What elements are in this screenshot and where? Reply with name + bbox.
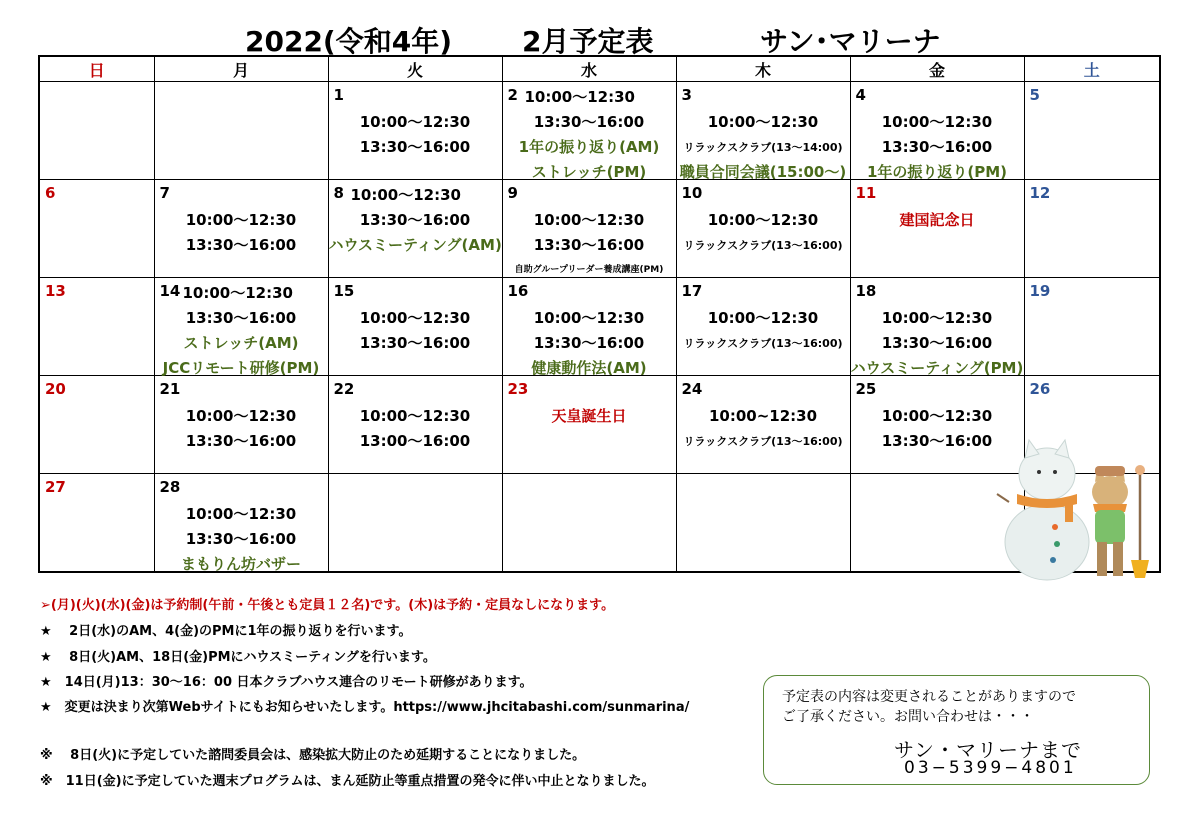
day-number: 5 bbox=[1029, 86, 1040, 104]
note-reservation: ➢(月)(火)(水)(金)は予約制(午前・午後とも定員１２名)です。(木)は予約・定員なしになります。 bbox=[40, 598, 615, 613]
schedule-time: 13:30～16:00 bbox=[185, 236, 297, 254]
day-cell-thu bbox=[676, 376, 850, 474]
schedule-time: 10:00～12:30 bbox=[707, 211, 819, 229]
schedule-time: 10:00～12:30 bbox=[881, 113, 993, 131]
page-title bbox=[0, 20, 1197, 56]
note-review: ★ 2日(水)のAM、4(金)のPMに1年の振り返りを行います。 bbox=[40, 624, 412, 639]
day-cell-wed bbox=[502, 474, 676, 573]
note-postponed: ※ 8日(火)に予定していた諮問委員会は、感染拡大防止のため延期することになりました。 bbox=[40, 748, 586, 763]
calendar-week-row bbox=[39, 474, 1160, 573]
schedule-time: 13:30～16:00 bbox=[359, 138, 471, 156]
day-number: 17 bbox=[681, 282, 703, 300]
schedule-time: 13:30～16:00 bbox=[533, 334, 645, 352]
day-number: 19 bbox=[1029, 282, 1051, 300]
schedule-time: リラックスクラブ(13～16:00) bbox=[683, 239, 843, 252]
schedule-time: 10:00～12:30 bbox=[881, 309, 993, 327]
schedule-time: 10:00～12:30 bbox=[185, 505, 297, 523]
schedule-time: 10:00～12:30 bbox=[359, 113, 471, 131]
schedule-time-inline: 10:00～12:30 bbox=[350, 186, 461, 204]
day-cell-wed bbox=[502, 180, 676, 278]
day-number: 10 bbox=[681, 184, 703, 202]
schedule-time: 13:00～16:00 bbox=[359, 432, 471, 450]
day-number: 2 bbox=[507, 86, 518, 104]
weekday-sat: 土 bbox=[1024, 56, 1160, 82]
contact-phone: 03−5399−4801 bbox=[904, 758, 1077, 778]
title-facility: サン･マリーナ bbox=[760, 25, 941, 58]
day-number: 7 bbox=[159, 184, 170, 202]
event-label: JCCリモート研修(PM) bbox=[162, 359, 320, 377]
day-cell-thu bbox=[676, 82, 850, 180]
schedule-time-inline: 10:00～12:30 bbox=[524, 88, 635, 106]
contact-line2: ご了承ください。お問い合わせは・・・ bbox=[782, 709, 1034, 725]
event-label: 1年の振り返り(AM) bbox=[518, 138, 660, 156]
event-label: 健康動作法(AM) bbox=[531, 359, 647, 377]
event-label: まもりん坊バザー bbox=[180, 555, 301, 573]
day-cell-sat bbox=[1024, 180, 1160, 278]
schedule-time: 10:00～12:30 bbox=[533, 211, 645, 229]
event-label: ハウスミーティング(PM) bbox=[850, 359, 1024, 377]
schedule-time: 自助グループリーダー養成講座(PM) bbox=[514, 265, 664, 275]
schedule-time: 10:00~12:30 bbox=[708, 407, 818, 425]
schedule-time: 13:30～16:00 bbox=[359, 334, 471, 352]
day-number: 24 bbox=[681, 380, 703, 398]
day-cell-mon bbox=[154, 474, 328, 573]
day-number: 3 bbox=[681, 86, 692, 104]
day-cell-sat bbox=[1024, 278, 1160, 376]
schedule-time: リラックスクラブ(13～16:00) bbox=[683, 435, 843, 448]
schedule-time: 13:30～16:00 bbox=[185, 530, 297, 548]
schedule-time: 13:30～16:00 bbox=[881, 432, 993, 450]
day-number: 1 bbox=[333, 86, 344, 104]
event-label: 1年の振り返り(PM) bbox=[866, 163, 1008, 181]
day-number: 28 bbox=[159, 478, 181, 496]
day-cell-mon bbox=[154, 376, 328, 474]
day-number: 27 bbox=[45, 478, 66, 496]
calendar-week-row bbox=[39, 82, 1160, 180]
day-cell-tue bbox=[328, 278, 502, 376]
note-website: ★ 変更は決まり次第Webサイトにもお知らせいたします。https://www.jhcitabashi.com/sunmarina/ bbox=[40, 700, 690, 715]
schedule-time: 10:00～12:30 bbox=[881, 407, 993, 425]
day-cell-tue bbox=[328, 376, 502, 474]
holiday-label: 建国記念日 bbox=[899, 211, 975, 229]
day-cell-thu bbox=[676, 278, 850, 376]
day-cell-thu bbox=[676, 474, 850, 573]
schedule-time: 10:00～12:30 bbox=[533, 309, 645, 327]
event-label: ストレッチ(AM) bbox=[183, 334, 299, 352]
contact-name: サン・マリーナまで bbox=[894, 738, 1082, 762]
day-number: 11 bbox=[855, 184, 877, 202]
schedule-time: 10:00～12:30 bbox=[185, 211, 297, 229]
day-cell-fri bbox=[850, 180, 1024, 278]
schedule-time: リラックスクラブ(13～16:00) bbox=[683, 337, 843, 350]
schedule-time: 13:30～16:00 bbox=[881, 334, 993, 352]
calendar-week-row bbox=[39, 278, 1160, 376]
day-cell-tue bbox=[328, 180, 502, 278]
day-cell-fri bbox=[850, 278, 1024, 376]
day-number: 20 bbox=[45, 380, 66, 398]
day-cell-mon bbox=[154, 278, 328, 376]
schedule-time: 10:00～12:30 bbox=[185, 407, 297, 425]
schedule-time: リラックスクラブ(13～14:00) bbox=[683, 141, 843, 154]
day-cell-sun bbox=[39, 376, 154, 474]
day-cell-tue bbox=[328, 474, 502, 573]
note-house-meeting: ★ 8日(火)AM、18日(金)PMにハウスミーティングを行います。 bbox=[40, 650, 436, 665]
calendar-week-row bbox=[39, 180, 1160, 278]
day-number: 23 bbox=[507, 380, 529, 398]
day-cell-tue bbox=[328, 82, 502, 180]
schedule-time: 13:30～16:00 bbox=[359, 211, 471, 229]
event-label: ストレッチ(PM) bbox=[531, 163, 647, 181]
day-number: 18 bbox=[855, 282, 877, 300]
contact-line1: 予定表の内容は変更されることがありますので bbox=[782, 689, 1076, 705]
day-number: 14 bbox=[159, 282, 181, 300]
schedule-time: 10:00～12:30 bbox=[359, 407, 471, 425]
day-cell-sun bbox=[39, 474, 154, 573]
note-remote-training: ★ 14日(月)13：30～16：00 日本クラブハウス連合のリモート研修があります。 bbox=[40, 675, 533, 690]
holiday-label: 天皇誕生日 bbox=[551, 407, 627, 425]
day-cell-sun bbox=[39, 278, 154, 376]
schedule-time: 10:00～12:30 bbox=[707, 309, 819, 327]
weekday-header-row bbox=[39, 56, 1160, 82]
day-cell-mon bbox=[154, 82, 328, 180]
schedule-time: 13:30～16:00 bbox=[185, 432, 297, 450]
event-label: 職員合同会議(15:00～) bbox=[679, 163, 847, 181]
day-cell-mon bbox=[154, 180, 328, 278]
calendar-table bbox=[38, 55, 1161, 573]
day-cell-sat bbox=[1024, 82, 1160, 180]
title-month: 2月予定表 bbox=[522, 25, 654, 58]
weekday-wed: 水 bbox=[502, 56, 676, 82]
day-number: 25 bbox=[855, 380, 877, 398]
day-number: 21 bbox=[159, 380, 181, 398]
day-number: 8 bbox=[333, 184, 344, 202]
contact-box bbox=[763, 675, 1150, 785]
event-label: ハウスミーティング(AM) bbox=[328, 236, 502, 254]
calendar-week-row bbox=[39, 376, 1160, 474]
day-number: 4 bbox=[855, 86, 866, 104]
schedule-time-inline: 10:00～12:30 bbox=[182, 284, 293, 302]
schedule-time: 13:30～16:00 bbox=[881, 138, 993, 156]
day-cell-fri bbox=[850, 82, 1024, 180]
day-cell-thu bbox=[676, 180, 850, 278]
weekday-sun: 日 bbox=[39, 56, 154, 82]
weekday-thu: 木 bbox=[676, 56, 850, 82]
day-number: 13 bbox=[45, 282, 66, 300]
weekday-mon: 月 bbox=[154, 56, 328, 82]
day-cell-sun bbox=[39, 180, 154, 278]
schedule-time: 13:30～16:00 bbox=[185, 309, 297, 327]
day-number: 22 bbox=[333, 380, 355, 398]
day-number: 9 bbox=[507, 184, 518, 202]
day-cell-wed bbox=[502, 82, 676, 180]
snowman-cat-illustration bbox=[995, 432, 1165, 584]
day-number: 26 bbox=[1029, 380, 1051, 398]
weekday-tue: 火 bbox=[328, 56, 502, 82]
day-number: 6 bbox=[45, 184, 56, 202]
day-cell-sun bbox=[39, 82, 154, 180]
day-number: 12 bbox=[1029, 184, 1051, 202]
schedule-time: 13:30～16:00 bbox=[533, 236, 645, 254]
note-cancelled: ※ 11日(金)に予定していた週末プログラムは、まん延防止等重点措置の発令に伴い中止となりました。 bbox=[40, 774, 655, 789]
schedule-time: 13:30～16:00 bbox=[533, 113, 645, 131]
day-number: 15 bbox=[333, 282, 355, 300]
title-year: 2022(令和4年) bbox=[245, 25, 453, 58]
schedule-time: 10:00～12:30 bbox=[707, 113, 819, 131]
day-cell-wed bbox=[502, 376, 676, 474]
schedule-time: 10:00～12:30 bbox=[359, 309, 471, 327]
weekday-fri: 金 bbox=[850, 56, 1024, 82]
day-cell-wed bbox=[502, 278, 676, 376]
day-number: 16 bbox=[507, 282, 529, 300]
